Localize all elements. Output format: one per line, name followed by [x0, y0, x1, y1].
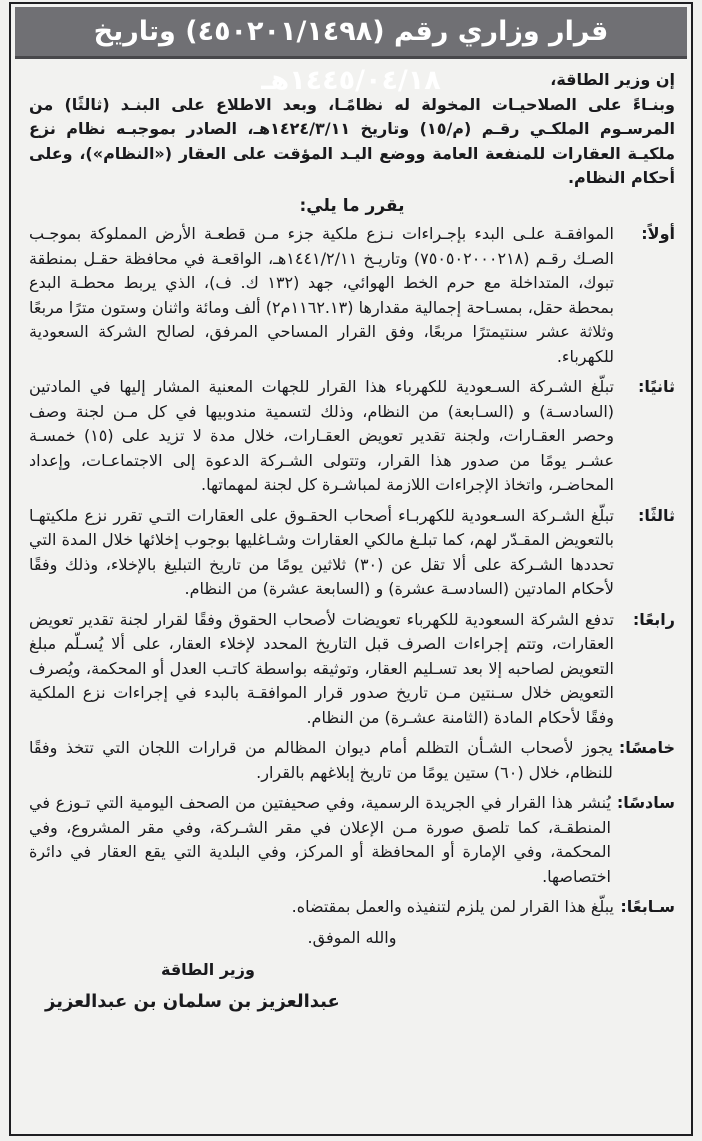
preamble-paragraph: وبنـاءً على الصلاحيـات المخولة له نظامًـا، وبعد الاطلاع على البنـد (ثالثًا) من المرسـوم الملكـي رقـم (م/١٥) وتاريخ ١٤٢٤/٣/١١هـ، الصادر بموجبـه نظام نزع ملكيـة العقارات للمنفعة العامة ووضع اليـد المؤقت على العقار («النظام»)، وعلى أحكام النظام. [29, 94, 676, 187]
opening-line: إن وزير الطاقة، [550, 70, 675, 89]
item-text: يجوز لأصحاب الشـأن التظلم أمام ديوان المظالم من قرارات اللجان التي تتخذ وفقًا للنظام، خلال (٦٠) ستين يومًا من تاريخ إبلاغهم بالقرار. [29, 738, 613, 782]
item-text: تدفع الشركة السعودية للكهرباء تعويضات لأصحاب الحقوق وفقًا لقرار لجنة تقدير تعويض العقارات، وتتم إجراءات الصرف قبل التاريخ المحدد لإخلاء العقار، على ألا يُسـلّم مبلغ التعويض لصاحبه إلا بعد تسـليم العقار، وتوثيقه بواسطة كاتـب العدل أو المحكمة، ويُصرف التعويض خلال سـنتين مـن تاريخ صدور قرار الموافقـة بالبدء في إجراءات نزع الملكية وفقًا لأحكام المادة (الثامنة عشـرة) من النظام. [29, 609, 614, 727]
item-label: أولاً: [641, 224, 675, 243]
item-label: ثالثًا: [638, 505, 675, 525]
item-label: خامسًا: [618, 738, 675, 757]
decree-item-4 [29, 608, 675, 731]
item-label: سـابعًا: [620, 897, 675, 916]
signature-name: عبدالعزيز بن سلمان بن عبدالعزيز [45, 990, 340, 1012]
decree-body [15, 59, 687, 1014]
decree-item-3 [29, 504, 675, 602]
item-label: رابعًا: [632, 609, 675, 629]
item-text: الموافقـة علـى البدء بإجـراءات نـزع ملكية جزء مـن قطعـة الأرض المملوكة بموجـب الصـك رقـم (٧٥٠٥٠٢٠٠٠٢١٨) وتاريـخ ١٤٤١/٢/١١هـ، الواقعـة في محافظة حقـل بمنطقة تبوك، المتداخلة مع حرم الخط الهوائي، جهد (١٣٢ ك. ف)، الذي يربط محطـة البدع بمحطة حقل، بمسـاحة إجمالية مقدارها (١١٦٢.١٣م٢) ألف ومائة واثنان وستون مترًا مربعًا وثلاثة عشر سنتيمترًا مربعًا، وفق القرار المساحي المرفق، لصالح الشركة السعودية للكهرباء. [29, 224, 615, 366]
decree-heading: يقرر ما يلي: [299, 195, 405, 216]
decree-item-6 [29, 791, 675, 889]
decree-item-2 [29, 375, 675, 498]
item-label: ثانيًا: [638, 377, 675, 396]
signature-title: وزير الطاقة [161, 960, 255, 979]
decree-item-7 [29, 895, 675, 920]
decree-item-5 [29, 736, 675, 785]
closing-line: والله الموفق. [307, 927, 397, 947]
item-text: تبلّغ الشـركة السـعودية للكهربـاء أصحاب الحقـوق على العقارات التـي تقرر نزع ملكيتهـا بالتعويض المقـدّر لهم، كما تبلـغ مالكي العقارات وشـاغليها بوجوب إخلائها خلال المدة التي تحددها الشـركة على ألا تقل عن (٣٠) ثلاثين يومًا من تاريخ التبليغ بالإخلاء، وذلك وفقًا لأحكام المادتين (السادسـة عشرة) و (السابعة عشرة) من النظام. [29, 505, 615, 598]
item-text: يبلّغ هذا القرار لمن يلزم لتنفيذه والعمل بمقتضاه. [291, 897, 614, 916]
item-label: سادسًا: [616, 793, 675, 812]
decree-document [9, 2, 693, 1136]
decree-item-1 [29, 222, 675, 369]
item-text: تبلّغ الشـركة السـعودية للكهرباء هذا القرار للجهات المعنية المشار إليها في المادتين (السادسـة) و (السـابعة) من النظام، وذلك لتسمية مندوبيها في كل مـن لجنة وصف وحصر العقـارات، ولجنة تقدير تعويض العقـارات، خلال مدة لا تزيد على (١٥) خمسـة عشـر يومًا من صدور هذا القرار، وتتولى الشـركة الدعوة إلى الاجتماعـات، وإعداد المحاضـر، واتخاذ الإجراءات اللازمة لمباشـرة كل لجنة لمهماتها. [29, 377, 614, 494]
item-text: يُنشر هذا القرار في الجريدة الرسمية، وفي صحيفتين من الصحف اليومية التي تـوزع في المنطقـة، كما تلصق صورة مـن الإعلان في مقر الشـركة، وفي مقر المشروع، وفي المحكمة، وفي الإمارة أو المحافظة أو المركز، وفي البلدية التي يقع العقار في دائرة اختصاصها. [29, 793, 611, 886]
decree-title: قرار وزاري رقم (٤٥٠٢٠١/١٤٩٨) وتاريخ ١٤٤٥/٠٤/١٨هـ [93, 16, 609, 96]
